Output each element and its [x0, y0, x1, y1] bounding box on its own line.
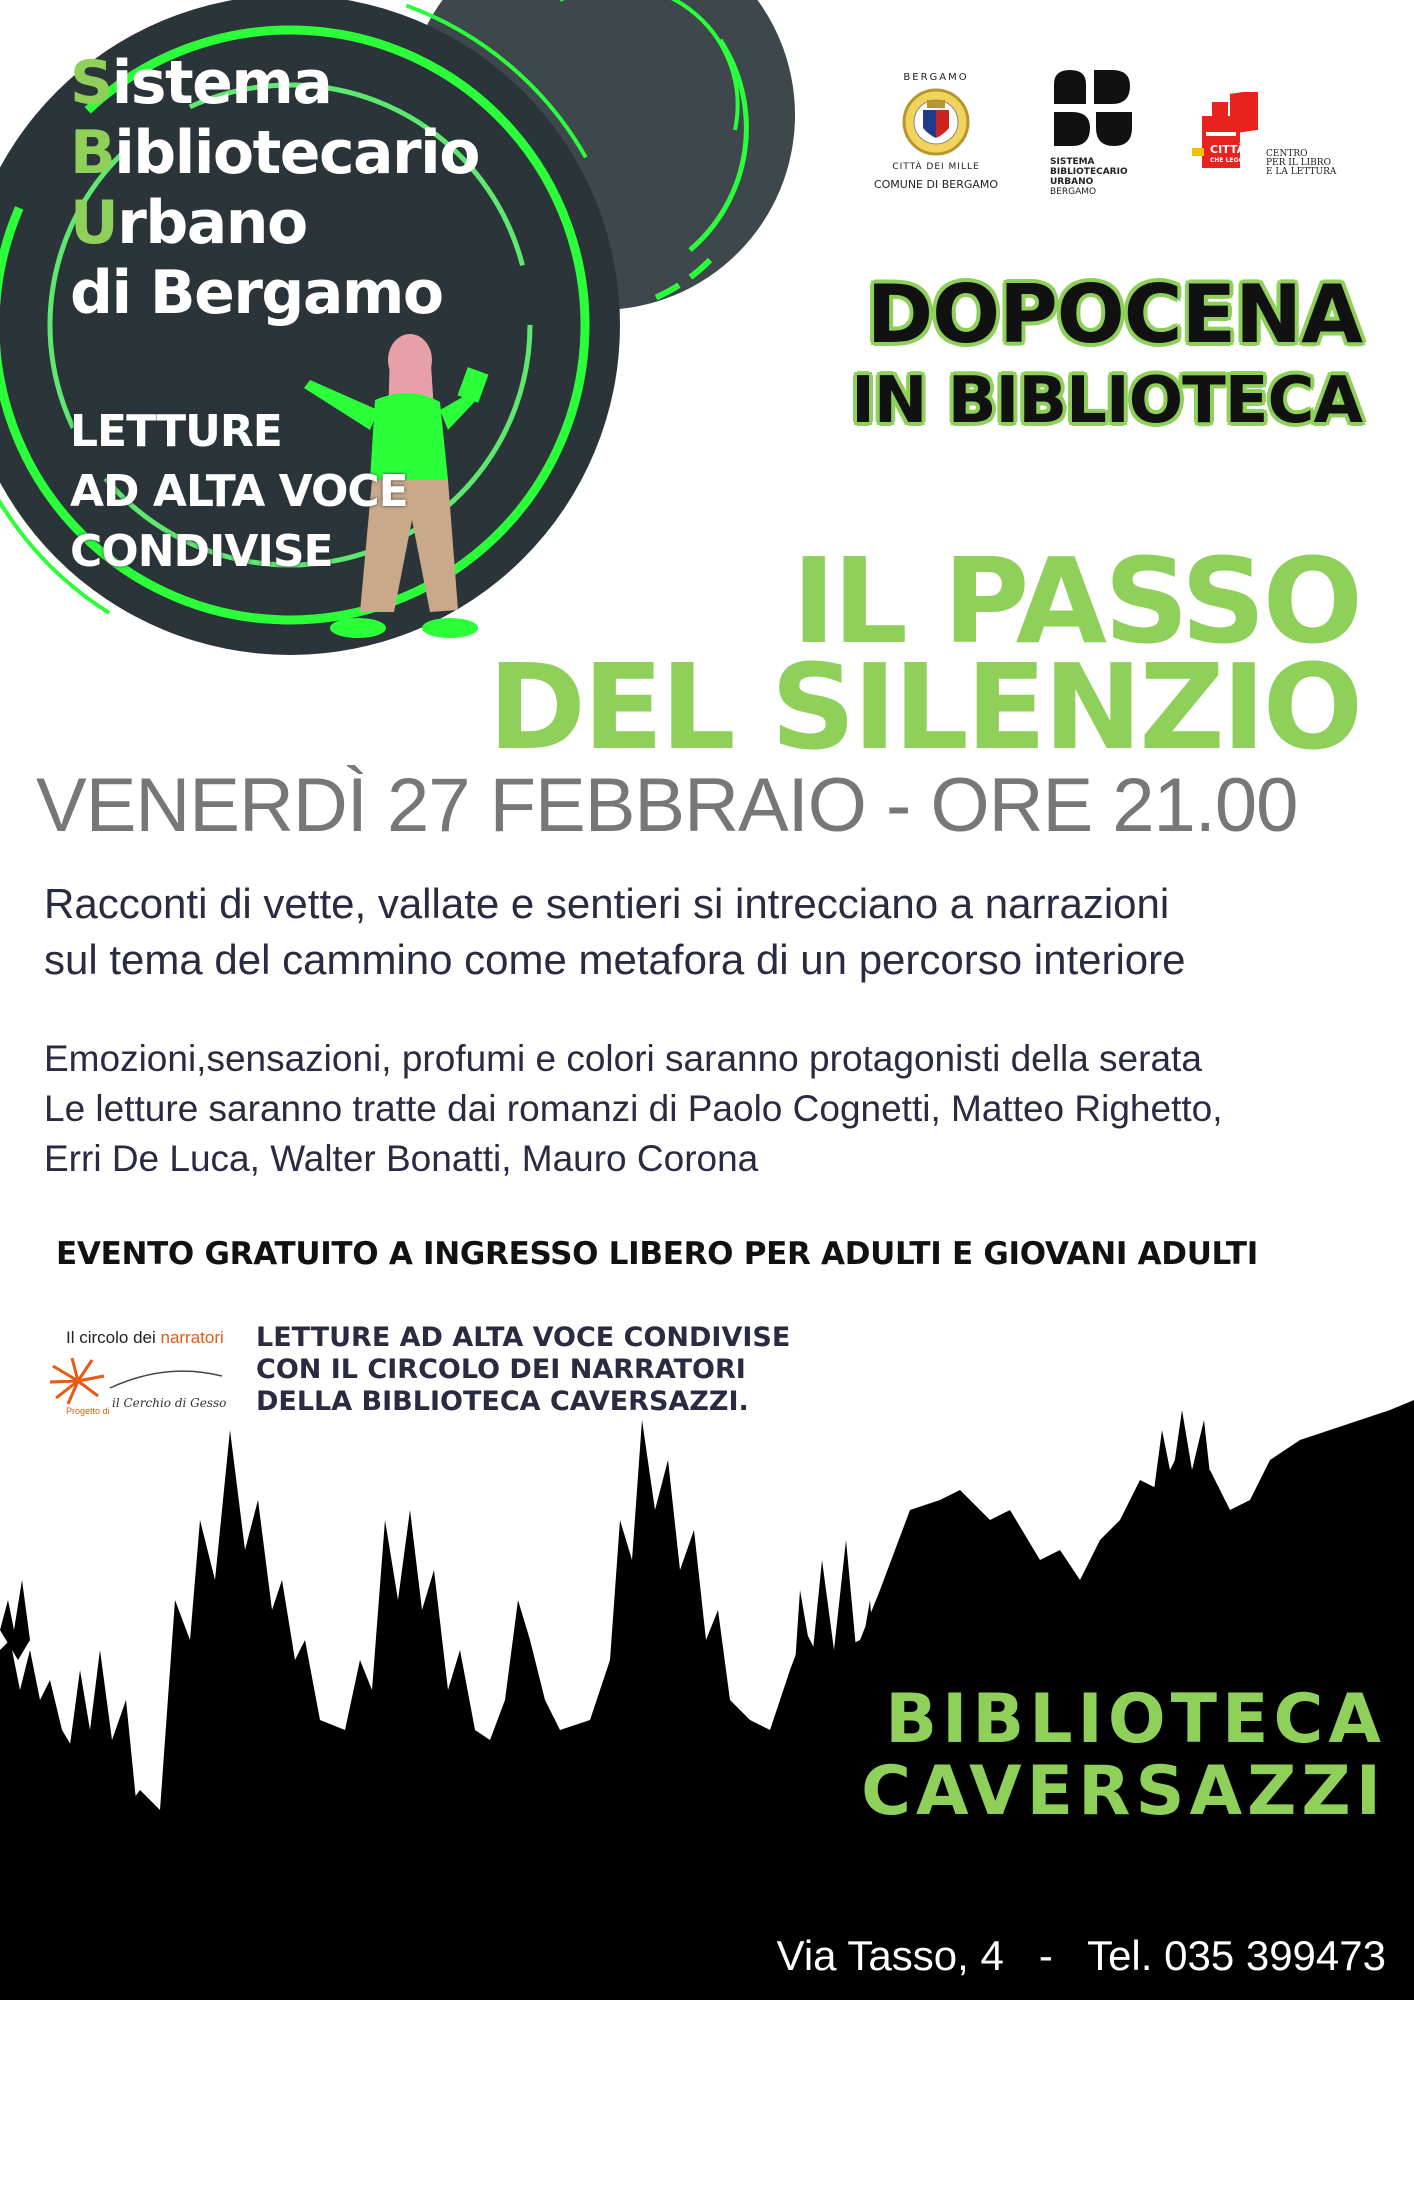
event-date: VENERDÌ 27 FEBBRAIO - ORE 21.00 — [36, 763, 1298, 848]
swoosh-icon — [106, 1368, 226, 1398]
system-title-line-2: Bibliotecario — [70, 118, 479, 188]
bergamo-crest-icon — [901, 84, 971, 156]
system-title-line-4: di Bergamo — [70, 258, 443, 328]
system-title-line-3: Urbano — [70, 188, 307, 258]
event-details: Emozioni,sensazioni, profumi e colori saranno protagonisti della serata Le letture saranno tratte dai romanzi di Paolo Cognetti, Matteo Righetto, Erri De Luca, Walter Bonatti, Mauro Corona — [44, 1038, 1223, 1179]
free-entry-notice: EVENTO GRATUITO A INGRESSO LIBERO PER ADULTI E GIOVANI ADULTI — [56, 1236, 1258, 1272]
circolo-narratori-logo: Il circolo dei narratori Progetto di il Cerchio di Gesso — [48, 1328, 228, 1418]
system-title — [70, 48, 479, 328]
system-title-line-1: Sistema — [70, 48, 332, 118]
library-contact — [608, 1826, 1386, 2190]
event-title: IL PASSO DEL SILENZIO — [487, 532, 1360, 776]
circolo-description: LETTURE AD ALTA VOCE CONDIVISE CON IL CIRCOLO DEI NARRATORI DELLA BIBLIOTECA CAVERSAZZI. — [256, 1322, 791, 1417]
series-title — [851, 268, 1362, 444]
letture-label: LETTURE AD ALTA VOCE CONDIVISE — [70, 406, 408, 577]
citta-che-legge-logo: CITTÀ CHE LEGGE CENTRO PER IL LIBRO E LA LETTURA — [1186, 92, 1346, 192]
sunburst-icon — [48, 1356, 108, 1406]
sbu-mark-icon — [1050, 66, 1136, 152]
sbu-logo: SISTEMA BIBLIOTECARIO URBANO BERGAMO — [1050, 66, 1150, 196]
library-name: BIBLIOTECA CAVERSAZZI — [861, 1680, 1386, 1831]
series-title-line-2: IN BIBLIOTECA — [851, 364, 1362, 438]
comune-bergamo-logo: BERGAMO CITTÀ DEI MILLE COMUNE DI BERGAMO — [873, 72, 999, 191]
library-email[interactable]: bibliotecacaversazzi@comune.bergamo.it — [607, 2088, 1386, 2135]
event-description: Racconti di vette, vallate e sentieri si intrecciano a narrazioni sul tema del cammino come metafora di un percorso interiore — [44, 880, 1186, 983]
library-address: Via Tasso, 4 - Tel. 035 399473 — [776, 1932, 1386, 1979]
series-title-line-1: DOPOCENA — [866, 268, 1362, 361]
